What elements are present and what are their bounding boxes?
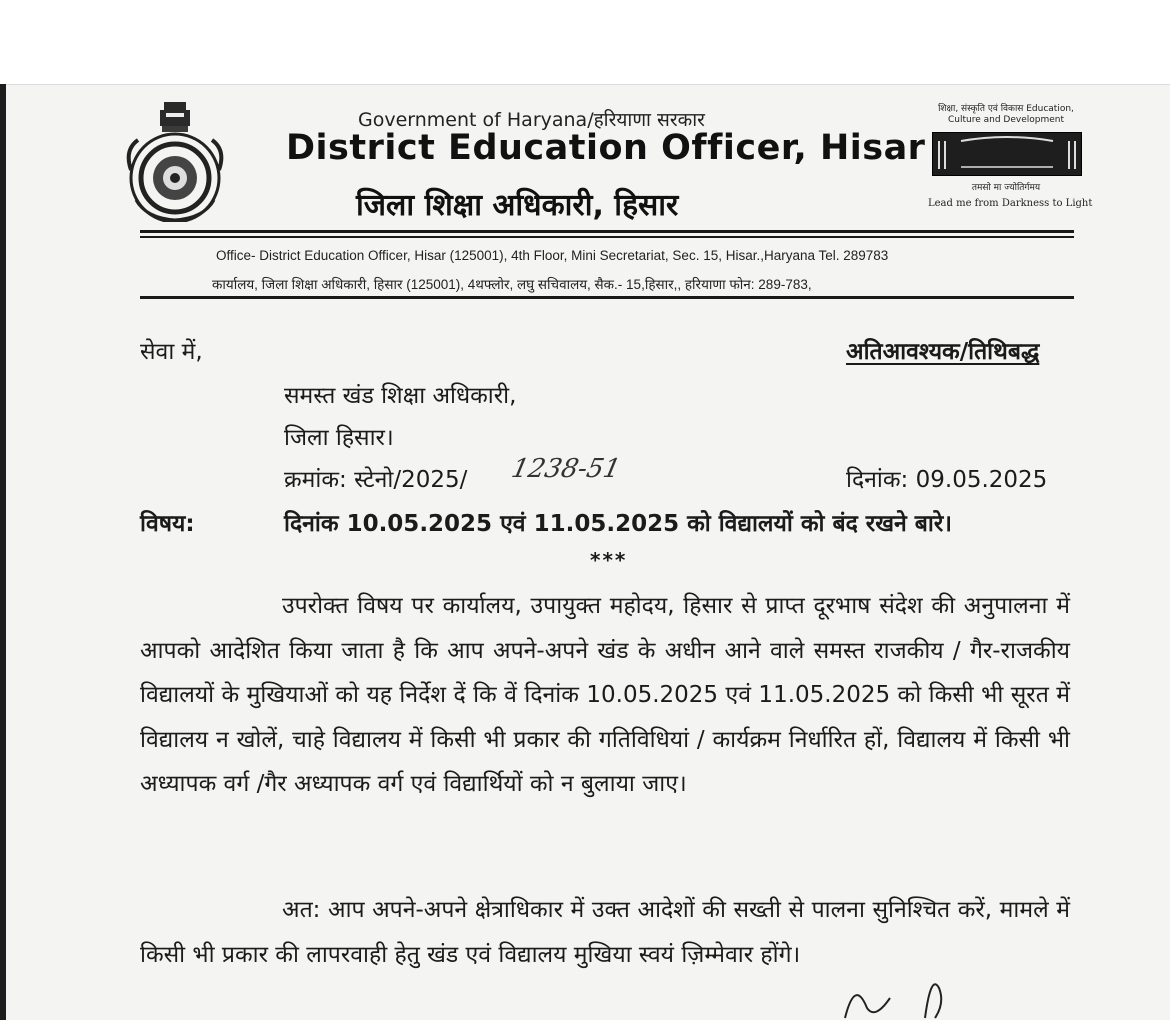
education-department-logo	[928, 104, 1093, 216]
letter-date: दिनांक: 09.05.2025	[846, 467, 1048, 493]
office-address-hindi: कार्यालय, जिला शिक्षा अधिकारी, हिसार (125001), 4थफ्लोर, लघु सचिवालय, सैक.- 15,हिसार,, हरियाणा फोन: 289-783,	[212, 277, 812, 292]
body-paragraph-2: अत: आप अपने-अपने क्षेत्राधिकार में उक्त आदेशों की सख्ती से पालना सुनिश्चित करें, मामले में किसी भी प्रकार की लापरवाही हेतु खंड एवं विद्यालय मुखिया स्वयं ज़िम्मेवार होंगे।	[140, 897, 1070, 968]
header-rule-top	[140, 230, 1074, 233]
header-rule-top-thin	[140, 236, 1074, 238]
recipient-line-2: जिला हिसार।	[284, 425, 394, 451]
body-paragraph-1: उपरोक्त विषय पर कार्यालय, उपायुक्त महोदय, हिसार से प्राप्त दूरभाष संदेश की अनुपालना में आपको आदेशित किया जाता है कि आप अपने-अपने खंड के अधीन आने वाले समस्त राजकीय / गैर-राजकीय विद्यालयों के मुखियाओं को यह निर्देश दें कि वें दिनांक 10.05.2025 एवं 11.05.2025 को किसी भी सूरत में विद्यालय न खोलें, चाहे विद्यालय में किसी भी प्रकार की गतिविधियां / कार्यक्रम निर्धारित हों, विद्यालय में किसी भी अध्यापक वर्ग /गैर अध्यापक वर्ग एवं विद्यार्थियों को न बुलाया जाए।	[140, 593, 1070, 797]
logo-motto-english: Lead me from Darkness to Light	[928, 198, 1093, 209]
office-title-hindi: जिला शिक्षा अधिकारी, हिसार	[356, 188, 679, 223]
salutation: सेवा में,	[140, 339, 203, 365]
recipient-line-1: समस्त खंड शिक्षा अधिकारी,	[284, 383, 517, 409]
office-address-english: Office- District Education Officer, Hisar (125001), 4th Floor, Mini Secretariat, Sec. 15, Hisar.,Haryana Tel. 289783	[216, 248, 889, 263]
subject-label: विषय:	[140, 511, 195, 537]
reference-number-label: क्रमांक: स्टेनो/2025/	[284, 467, 468, 493]
lamp-pillars-icon	[933, 133, 1081, 175]
office-title: District Education Officer, Hisar	[286, 128, 926, 168]
logo-top-text: शिक्षा, संस्कृति एवं विकास Education, Culture and Development	[938, 104, 1074, 125]
signature-mark	[835, 968, 985, 1020]
haryana-state-emblem-icon	[116, 100, 234, 222]
logo-motto-hindi: तमसो मा ज्योतिर्गमय	[971, 183, 1041, 193]
subject-text: दिनांक 10.05.2025 एवं 11.05.2025 को विद्यालयों को बंद रखने बारे।	[284, 511, 953, 537]
logo-band	[932, 132, 1082, 176]
letter-page	[0, 84, 1170, 1020]
government-line: Government of Haryana/हरियाणा सरकार	[358, 109, 705, 131]
separator-stars: ***	[590, 548, 628, 572]
header-rule-bottom	[140, 296, 1074, 299]
reference-number-handwritten: 1238-51	[508, 454, 624, 484]
priority-label: अतिआवश्यक/तिथिबद्ध	[846, 339, 1040, 365]
